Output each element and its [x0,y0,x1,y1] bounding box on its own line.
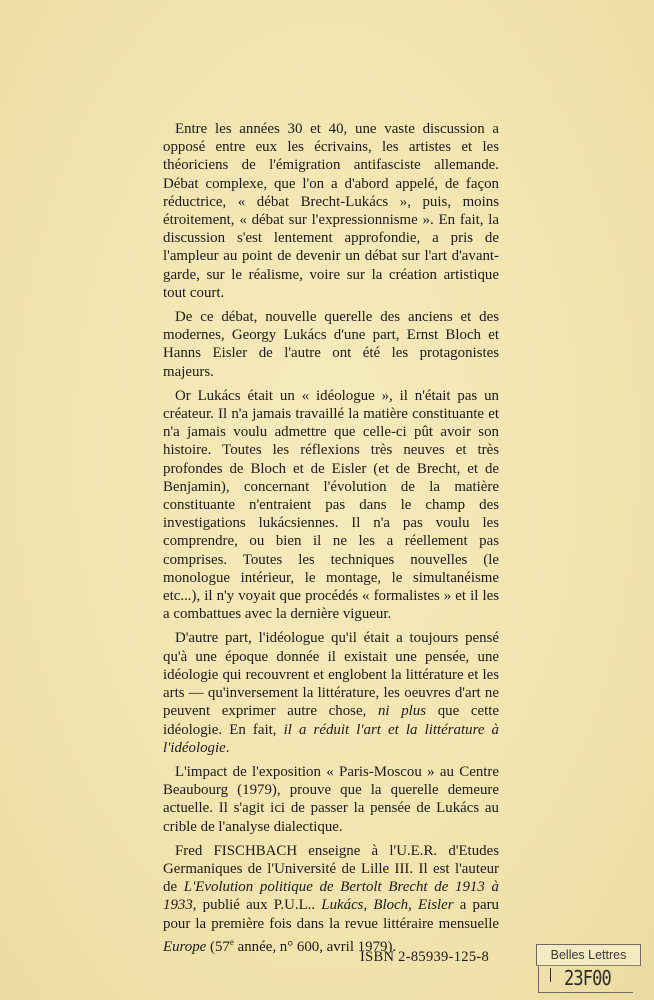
paragraph-text: . [225,739,230,756]
paragraph-text: D'autre part, l'idéologue qu'il était a toujours pensé qu'à une époque donnée il existait une pensée, une idéologie qui recouvrent et englobent la littérature et les arts — qu'inversement la littérature, les oeuvres d'art ne peuvent exprimer autre chose, [163,630,499,720]
paragraph-text: Fred FISCHBACH enseigne à l'U.E.R. d'Etudes Germaniques de l'Université de Lille III. Il est l'auteur de [163,842,499,896]
back-cover-text [163,120,499,962]
journal-title: Europe [163,938,207,955]
sticker-bracket-line [538,966,539,992]
book-title: L'Evolution politique de Bertolt Brecht de 1913 à 1933 [163,879,499,914]
price-sticker [536,944,641,996]
paragraph-intro [163,120,499,302]
paragraph-text: que cette idéologie. En fait, [163,703,499,738]
paragraph-lukacs-ideologue [163,387,499,624]
book-title: Lukács, Bloch, Eisler [321,897,454,914]
sticker-bottom-line [538,992,633,993]
sticker-price-code: 23F00 [564,966,611,990]
paragraph-exhibition [163,763,499,836]
paragraph-protagonists [163,308,499,381]
paragraph-text: Entre les années 30 et 40, une vaste discussion a opposé entre eux les écrivains, les artistes et les théoriciens de l'émigration antifasciste allemande. Débat complexe, que l'on a d'abord appelé, de façon réductrice, « débat Brecht-Lukács », puis, moins étroitement, « débat sur l'expressionnisme ». En fait, la discussion s'est lentement approfondie, a pris de l'ampleur au point de devenir un débat sur l'art d'avant-garde, sur le réalisme, voire sur la création artistique tout court. [163,121,499,301]
isbn-label: ISBN 2-85939-125-8 [360,949,490,965]
paragraph-text: L'impact de l'exposition « Paris-Moscou » au Centre Beaubourg (1979), prouve que la querelle demeure actuelle. Il s'agit ici de passer la pensée de Lukács au crible de l'analyse dialectique. [163,763,499,835]
paragraph-text: année, n° 600, avril 1979). [233,938,397,955]
paragraph-text: De ce débat, nouvelle querelle des anciens et des modernes, Georgy Lukács d'une part, Ernst Bloch et Hanns Eisler de l'autre ont été les protagonistes majeurs. [163,309,499,380]
sticker-publisher: Belles Lettres [536,944,641,966]
italic-text: ni plus [377,703,427,720]
superscript: e [229,936,234,947]
paragraph-text: (57 [206,938,230,955]
paragraph-text: , publié aux P.U.L.. [192,897,322,914]
paragraph-text: Or Lukács était un « idéologue », il n'était pas un créateur. Il n'a jamais travaillé la matière constituante et n'a jamais voulu admettre que celle-ci pût avoir son histoire. Toutes les réflexions très neuves et très profondes de Bloch et de Eisler (et de Brecht, et de Benjamin), concernant l'évolution de la matière constituante n'entraient pas dans le champ des investigations lukácsiennes. Il n'a pas voulu les comprendre, ou bien il ne les a réellement pas comprises. Toutes les techniques nouvelles (le monologue intérieur, le montage, le simultanéisme etc...), il n'y voyait que procédés « formalistes » et il les a combattues avec la dernière vigueur. [163,387,499,623]
italic-text: il a réduit l'art et la littérature à l'idéologie [163,721,499,756]
paragraph-ideology [163,629,499,756]
paragraph-text: a paru pour la première fois dans la revue littéraire mensuelle [163,897,499,932]
paragraph-author-bio [163,842,499,956]
sticker-tick-mark [550,968,551,982]
